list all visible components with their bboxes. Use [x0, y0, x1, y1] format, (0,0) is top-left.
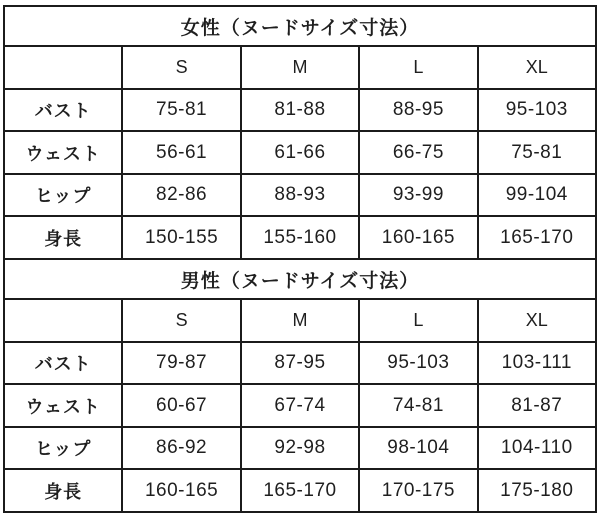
women-hip-row	[4, 174, 596, 217]
men-waist-row	[4, 384, 596, 427]
table-cell: 61-66	[241, 131, 359, 174]
table-cell: 175-180	[478, 469, 596, 512]
table-cell: 66-75	[359, 131, 477, 174]
women-waist-row	[4, 131, 596, 174]
table-cell: 95-103	[359, 342, 477, 385]
row-label: ヒップ	[4, 174, 122, 217]
women-title-row	[4, 6, 596, 46]
women-corner-cell	[4, 46, 122, 89]
men-title-row	[4, 259, 596, 299]
men-bust-row	[4, 342, 596, 385]
women-column-header-s: S	[122, 46, 240, 89]
table-cell: 86-92	[122, 427, 240, 470]
table-cell: 81-88	[241, 89, 359, 132]
table-cell: 82-86	[122, 174, 240, 217]
women-height-row	[4, 216, 596, 259]
women-header-row	[4, 46, 596, 89]
men-height-row	[4, 469, 596, 512]
women-table-title: 女性（ヌードサイズ寸法）	[4, 6, 596, 46]
table-cell: 170-175	[359, 469, 477, 512]
table-cell: 155-160	[241, 216, 359, 259]
table-cell: 81-87	[478, 384, 596, 427]
table-cell: 60-67	[122, 384, 240, 427]
row-label: ウェスト	[4, 131, 122, 174]
men-corner-cell	[4, 299, 122, 342]
table-cell: 75-81	[122, 89, 240, 132]
men-column-header-l: L	[359, 299, 477, 342]
table-cell: 75-81	[478, 131, 596, 174]
table-cell: 160-165	[359, 216, 477, 259]
men-table-title: 男性（ヌードサイズ寸法）	[4, 259, 596, 299]
table-cell: 93-99	[359, 174, 477, 217]
table-cell: 95-103	[478, 89, 596, 132]
women-column-header-l: L	[359, 46, 477, 89]
table-cell: 165-170	[241, 469, 359, 512]
men-size-table	[4, 259, 596, 512]
women-column-header-m: M	[241, 46, 359, 89]
men-column-header-s: S	[122, 299, 240, 342]
women-column-header-xl: XL	[478, 46, 596, 89]
table-cell: 87-95	[241, 342, 359, 385]
men-column-header-m: M	[241, 299, 359, 342]
row-label: ウェスト	[4, 384, 122, 427]
table-cell: 79-87	[122, 342, 240, 385]
row-label: バスト	[4, 342, 122, 385]
table-cell: 67-74	[241, 384, 359, 427]
table-cell: 74-81	[359, 384, 477, 427]
row-label: バスト	[4, 89, 122, 132]
table-cell: 165-170	[478, 216, 596, 259]
table-cell: 104-110	[478, 427, 596, 470]
table-cell: 150-155	[122, 216, 240, 259]
table-cell: 103-111	[478, 342, 596, 385]
table-cell: 88-95	[359, 89, 477, 132]
women-bust-row	[4, 89, 596, 132]
table-cell: 88-93	[241, 174, 359, 217]
row-label: ヒップ	[4, 427, 122, 470]
row-label: 身長	[4, 216, 122, 259]
table-cell: 92-98	[241, 427, 359, 470]
table-cell: 56-61	[122, 131, 240, 174]
size-chart-table	[3, 5, 597, 513]
row-label: 身長	[4, 469, 122, 512]
men-header-row	[4, 299, 596, 342]
table-cell: 98-104	[359, 427, 477, 470]
men-hip-row	[4, 427, 596, 470]
women-size-table	[4, 6, 596, 259]
men-column-header-xl: XL	[478, 299, 596, 342]
table-cell: 160-165	[122, 469, 240, 512]
table-cell: 99-104	[478, 174, 596, 217]
